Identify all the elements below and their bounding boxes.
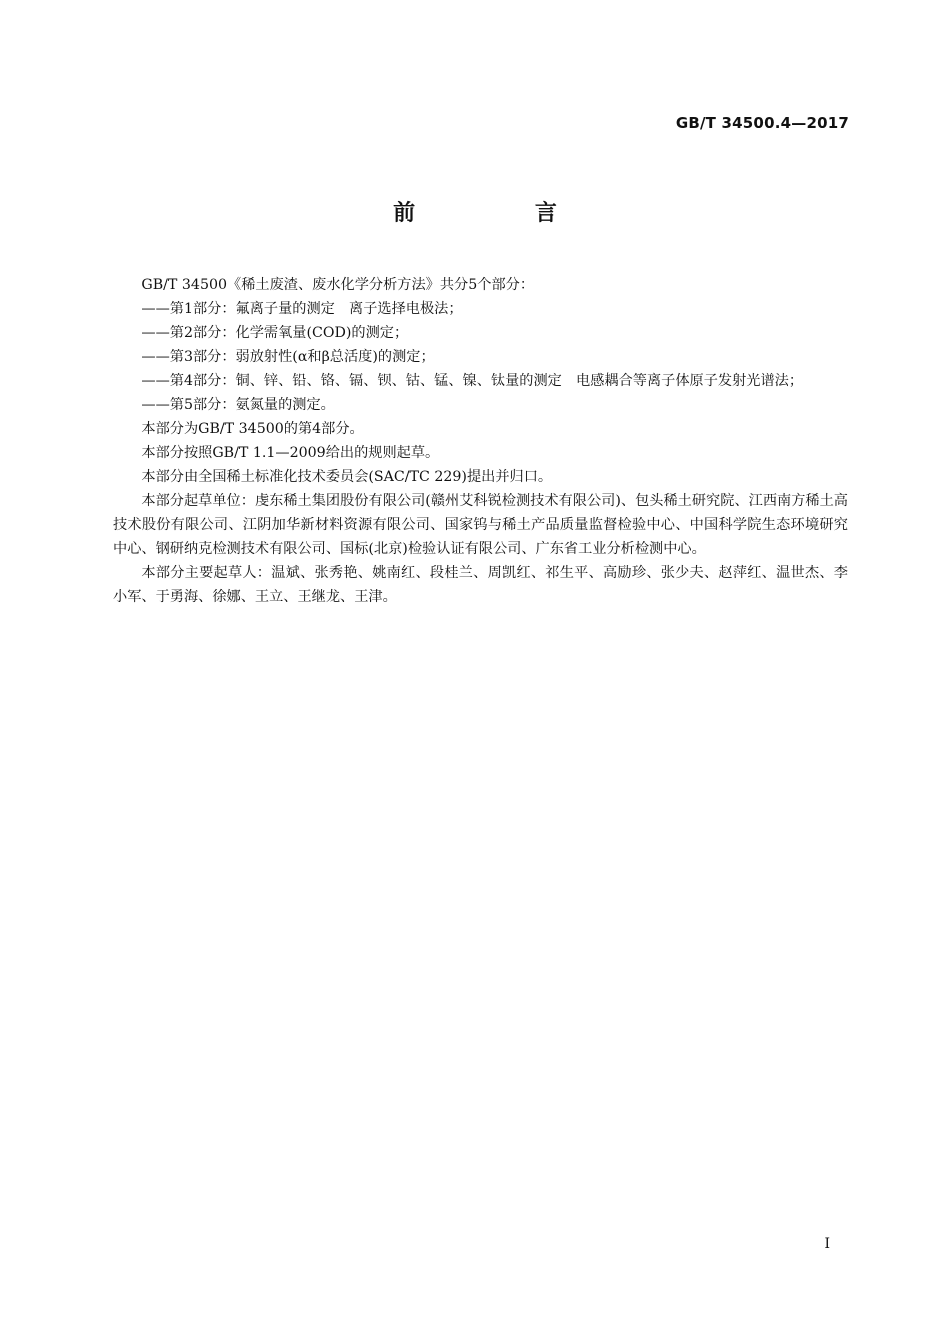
part-list-item-5: ——第5部分：氨氮量的测定。 <box>141 397 335 413</box>
page-number: I <box>824 1236 830 1252</box>
drafting-units-paragraph: 本部分起草单位：虔东稀土集团股份有限公司(赣州艾科锐检测技术有限公司)、包头稀土研究院、江西南方稀土高技术股份有限公司、江阴加华新材料资源有限公司、国家钨与稀土产品质量监督检验中心、中国科学院生态环境研究中心、钢研纳克检测技术有限公司、国标(北京)检验认证有限公司、广东省工业分析检测中心。 <box>113 493 848 557</box>
drafters-paragraph: 本部分主要起草人：温斌、张秀艳、姚南红、段桂兰、周凯红、祁生平、高励珍、张少夫、赵萍红、温世杰、李小军、于勇海、徐娜、王立、王继龙、王津。 <box>113 565 848 605</box>
part-list-item-1: ——第1部分：氟离子量的测定 离子选择电极法； <box>141 301 463 317</box>
part-statement-paragraph: 本部分为GB/T 34500的第4部分。 <box>141 421 364 437</box>
page-title: 前 言 <box>393 201 613 226</box>
proposed-by-paragraph: 本部分由全国稀土标准化技术委员会(SAC/TC 229)提出并归口。 <box>141 469 553 485</box>
part-list-item-4: ——第4部分：铜、锌、铅、铬、镉、钡、钴、锰、镍、钛量的测定 电感耦合等离子体原子发射光谱法； <box>141 373 804 389</box>
intro-paragraph: GB/T 34500《稀土废渣、废水化学分析方法》共分5个部分： <box>141 277 535 293</box>
foreword-body <box>113 273 848 609</box>
part-list-item-2: ——第2部分：化学需氧量(COD)的测定； <box>141 325 409 341</box>
part-list-item-3: ——第3部分：弱放射性(α和β总活度)的测定； <box>141 349 435 365</box>
drafting-rules-paragraph: 本部分按照GB/T 1.1—2009给出的规则起草。 <box>141 445 440 461</box>
standard-number: GB/T 34500.4—2017 <box>675 114 849 132</box>
